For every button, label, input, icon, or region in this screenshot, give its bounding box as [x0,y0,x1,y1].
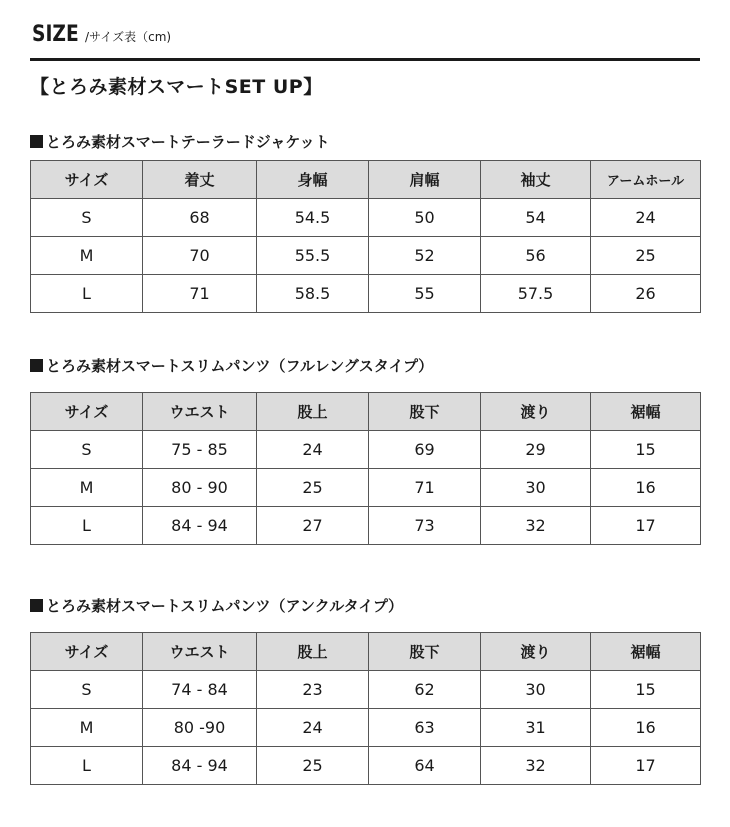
table-cell: 32 [481,507,591,545]
table-cell: 16 [591,709,701,747]
table-cell: 29 [481,431,591,469]
table-row [31,275,701,313]
table-row [31,507,701,545]
title-divider [30,58,700,61]
column-header: ウエスト [143,633,257,671]
table-cell: 25 [591,237,701,275]
table-cell: 25 [257,469,369,507]
table-row [31,431,701,469]
table-cell: 52 [369,237,481,275]
page-title: 【とろみ素材スマートSET UP】 [30,76,323,98]
table-cell: 32 [481,747,591,785]
column-header: 身幅 [257,161,369,199]
table-cell: 23 [257,671,369,709]
table-cell: 80 -90 [143,709,257,747]
table-cell: M [31,469,143,507]
table-cell: 17 [591,747,701,785]
table-cell: S [31,671,143,709]
table-cell: 73 [369,507,481,545]
table-cell: 55.5 [257,237,369,275]
column-header: 渡り [481,393,591,431]
table-cell: 58.5 [257,275,369,313]
table-cell: 74 - 84 [143,671,257,709]
table-cell: 54 [481,199,591,237]
table-cell: 25 [257,747,369,785]
column-header: サイズ [31,393,143,431]
table-header-row [31,633,701,671]
table-cell: M [31,709,143,747]
section-heading-pants-full [30,355,433,376]
column-header: 肩幅 [369,161,481,199]
table-cell: 84 - 94 [143,747,257,785]
table-cell: 15 [591,431,701,469]
square-bullet-icon [30,599,43,612]
table-cell: 26 [591,275,701,313]
column-header: 裾幅 [591,633,701,671]
size-sublabel: /サイズ表（cm) [85,30,172,44]
column-header: 袖丈 [481,161,591,199]
table-cell: S [31,431,143,469]
table-row [31,671,701,709]
table-cell: 64 [369,747,481,785]
section-heading-pants-ankle [30,595,403,616]
column-header: 股下 [369,633,481,671]
section-heading-text: とろみ素材スマートスリムパンツ（フルレングスタイプ） [46,357,434,375]
column-header: 裾幅 [591,393,701,431]
table-cell: 71 [369,469,481,507]
size-table-pants-full [30,392,701,545]
table-cell: 50 [369,199,481,237]
table-cell: 24 [591,199,701,237]
size-table-jacket [30,160,701,313]
table-cell: 30 [481,671,591,709]
size-title [32,22,171,47]
column-header: 着丈 [143,161,257,199]
table-cell: 54.5 [257,199,369,237]
column-header: サイズ [31,633,143,671]
size-label: SIZE [32,22,79,47]
section-heading-jacket [30,131,330,152]
table-cell: 31 [481,709,591,747]
table-cell: 80 - 90 [143,469,257,507]
table-cell: S [31,199,143,237]
table-cell: 68 [143,199,257,237]
table-cell: 57.5 [481,275,591,313]
table-row [31,237,701,275]
table-header-row [31,393,701,431]
table-cell: 71 [143,275,257,313]
table-cell: L [31,747,143,785]
table-row [31,469,701,507]
square-bullet-icon [30,135,43,148]
table-cell: 62 [369,671,481,709]
table-cell: L [31,507,143,545]
table-cell: 24 [257,709,369,747]
table-row [31,709,701,747]
table-cell: 55 [369,275,481,313]
table-cell: 70 [143,237,257,275]
table-cell: L [31,275,143,313]
column-header: 渡り [481,633,591,671]
column-header: 股上 [257,633,369,671]
size-table-pants-ankle [30,632,701,785]
table-cell: 84 - 94 [143,507,257,545]
table-cell: 69 [369,431,481,469]
table-cell: 17 [591,507,701,545]
column-header: 股下 [369,393,481,431]
column-header: アームホール [591,161,701,199]
section-heading-text: とろみ素材スマートスリムパンツ（アンクルタイプ） [46,597,404,615]
column-header: ウエスト [143,393,257,431]
table-cell: 15 [591,671,701,709]
table-cell: 63 [369,709,481,747]
table-row [31,747,701,785]
table-row [31,199,701,237]
table-cell: 56 [481,237,591,275]
table-header-row [31,161,701,199]
table-cell: 30 [481,469,591,507]
column-header: 股上 [257,393,369,431]
table-cell: 24 [257,431,369,469]
square-bullet-icon [30,359,43,372]
table-cell: 16 [591,469,701,507]
table-cell: M [31,237,143,275]
column-header: サイズ [31,161,143,199]
section-heading-text: とろみ素材スマートテーラードジャケット [46,133,330,151]
table-cell: 75 - 85 [143,431,257,469]
table-cell: 27 [257,507,369,545]
